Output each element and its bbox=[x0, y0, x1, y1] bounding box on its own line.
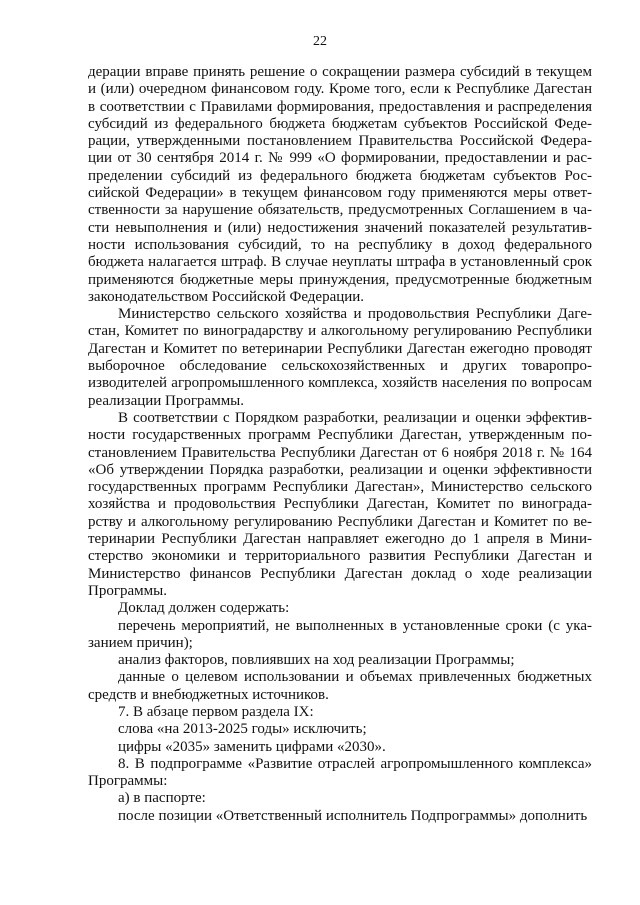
list-item: цифры «2035» заменить цифрами «2030». bbox=[118, 738, 386, 755]
paragraph: после позиции «Ответственный исполнитель Подпрограммы» дополнить bbox=[118, 807, 588, 824]
list-item: перечень мероприятий, не выполненных в установленные сроки (с указанием причин); bbox=[88, 617, 592, 651]
paragraph: дерации вправе принять решение о сокращении размера субсидий в текущем и (или) очередном финансовом году. Кроме того, если к Республике Дагестан в соответствии с Правилами формирования, предоставления и распределения субсидий из федерального бюджета бюджетам субъектов Российской Федерации, утвержденными постановлением Правительства Российской Федерации от 30 сентября 2014 г. № 999 «О формировании, предоставлении и распределении субсидий из федерального бюджета бюджетам субъектов Российской Федерации» в текущем финансовом году применяются меры ответственности за нарушение обязательств, предусмотренных Соглашением в части невыполнения и (или) недостижения значений показателей результативности использования субсидий, то на республику в доход федерального бюджета налагается штраф. В случае неуплаты штрафа в установленный срок применяются бюджетные меры принуждения, предусмотренные бюджетным законодательством Российской Федерации. bbox=[88, 64, 592, 305]
paragraph: 8. В подпрограмме «Развитие отраслей агропромышленного комплекса» Программы: bbox=[88, 755, 592, 790]
list-item: слова «на 2013-2025 годы» исключить; bbox=[118, 721, 367, 738]
paragraph: В соответствии с Порядком разработки, реализации и оценки эффективности государственных программ Республики Дагестан, утвержденным постановлением Правительства Республики Дагестан от 6 ноября 2018 г. № 164 «Об утверждении Порядка разработки, реализации и оценки эффективности государственных программ Республики Дагестан», Министерство сельского хозяйства и продовольствия Республики Дагестан, Комитет по виноградарству и алкогольному регулированию Республики Дагестан и Комитет по ветеринарии Республики Дагестан направляет ежегодно до 1 апреля в Министерство экономики и территориального развития Республики Дагестан и Министерство финансов Республики Дагестан доклад о ходе реализации Программы. bbox=[88, 409, 592, 599]
paragraph: Министерство сельского хозяйства и продовольствия Республики Дагестан, Комитет по виноградарству и алкогольному регулированию Республики Дагестан и Комитет по ветеринарии Республики Дагестан ежегодно проводят выборочное обследование сельскохозяйственных и других товаропроизводителей агропромышленного комплекса, хозяйств населения по вопросам реализации Программы. bbox=[88, 306, 592, 409]
paragraph: Доклад должен содержать: bbox=[118, 600, 290, 617]
paragraph: а) в паспорте: bbox=[118, 790, 206, 807]
document-body bbox=[88, 64, 592, 825]
list-item: данные о целевом использовании и объемах привлеченных бюджетных средств и внебюджетных источников. bbox=[88, 669, 592, 703]
list-item: анализ факторов, повлиявших на ход реализации Программы; bbox=[118, 652, 515, 669]
page-number: 22 bbox=[313, 34, 327, 49]
paragraph: 7. В абзаце первом раздела IX: bbox=[118, 703, 314, 720]
